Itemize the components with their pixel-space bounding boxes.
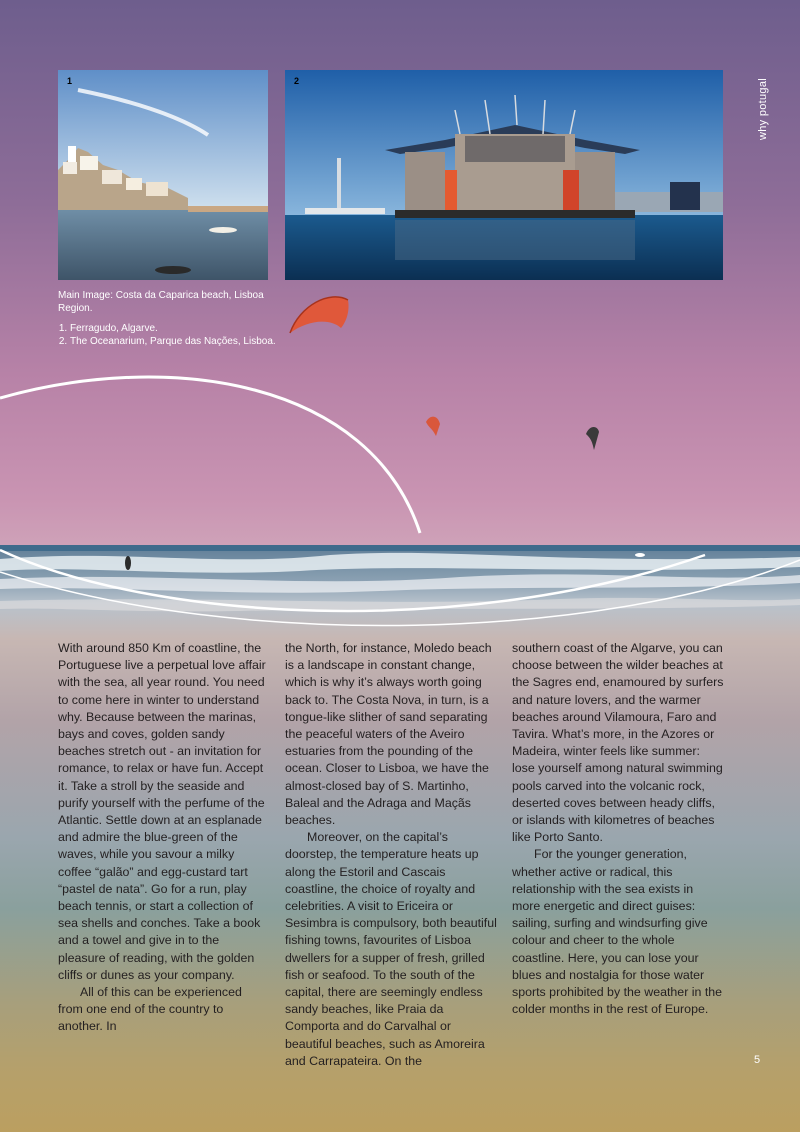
caption-item-1: 1. Ferragudo, Algarve. xyxy=(70,322,278,335)
column-2-paragraph-1: the North, for instance, Moledo beach is a landscape in constant change, which is why it’s always worth going back to. The Costa Nova, in turn, is a tongue-like slither of sand separating the peaceful waters of the Aveiro estuaries from the pounding of the ocean. Closer to Lisboa, we have the almost-closed bay of S. Martinho, Baleal and the Adraga and Maçãs beaches. xyxy=(285,641,492,828)
body-column-2 xyxy=(285,640,497,1070)
caption-main: Main Image: Costa da Caparica beach, Lisboa Region. xyxy=(58,290,264,314)
caption-item-2: 2. The Oceanarium, Parque das Nações, Lisboa. xyxy=(70,335,278,348)
photo-caption xyxy=(58,289,278,348)
photo-1-number: 1 xyxy=(67,76,73,86)
photo-2-number: 2 xyxy=(294,76,300,86)
column-1-paragraph-2: All of this can be experienced from one end of the country to another. In xyxy=(58,985,242,1034)
section-label: why potugal xyxy=(757,77,769,140)
photo-2-oceanarium xyxy=(285,70,723,280)
column-1-paragraph-1: With around 850 Km of coastline, the Portuguese live a perpetual love affair with the sea, all year round. You need to come here in winter to understand why. Because between the marinas, bays and coves, golden sandy beaches stretch out - an invitation for romance, to relax or have fun. Accept it. Take a stroll by the seaside and purify yourself with the perfume of the Atlantic. Settle down at an esplanade and admire the blue-green of the waves, while you savour a milky coffee “galão” and egg-custard tart “pastel de nata”. Go for a run, play beach tennis, or start a collection of sea shells and conches. Take a book and a towel and give in to the pleasure of reading, with the golden cliffs or dunes as your company. xyxy=(58,641,266,982)
page-number: 5 xyxy=(754,1054,761,1066)
photo-1-ferragudo xyxy=(58,70,268,280)
caption-list xyxy=(58,322,278,348)
column-2-paragraph-2: Moreover, on the capital’s doorstep, the temperature heats up along the Estoril and Cascais coastline, the choice of royalty and celebrities. A visit to Ericeira or Sesimbra is compulsory, both beautiful fishing towns, favourites of Lisboa dwellers for a supper of fresh, grilled fish or seafood. To the south of the capital, there are seemingly endless sandy beaches, like Praia da Comporta and do Carvalhal or beautiful beaches, such as Amoreira and Carrapateira. On the xyxy=(285,830,497,1068)
column-3-paragraph-1: southern coast of the Algarve, you can choose between the wilder beaches at the Sagres end, enamoured by surfers and nature lovers, and the warmer beaches around Vilamoura, Faro and Tavira. What’s more, in the Azores or Madeira, winter feels like summer: lose yourself among natural swimming pools carved into the volcanic rock, deserted coves between heady cliffs, or islands with kilometres of beaches like Porto Santo. xyxy=(512,641,724,845)
body-column-3 xyxy=(512,640,724,1018)
body-column-1 xyxy=(58,640,270,1036)
column-3-paragraph-2: For the younger generation, whether active or radical, this relationship with the sea exists in more energetic and direct guises: sailing, surfing and windsurfing give colour and cheer to the whole coastline. Here, you can lose your blues and nostalgia for those water sports prohibited by the weather in the colder months in the rest of Europe. xyxy=(512,847,723,1017)
